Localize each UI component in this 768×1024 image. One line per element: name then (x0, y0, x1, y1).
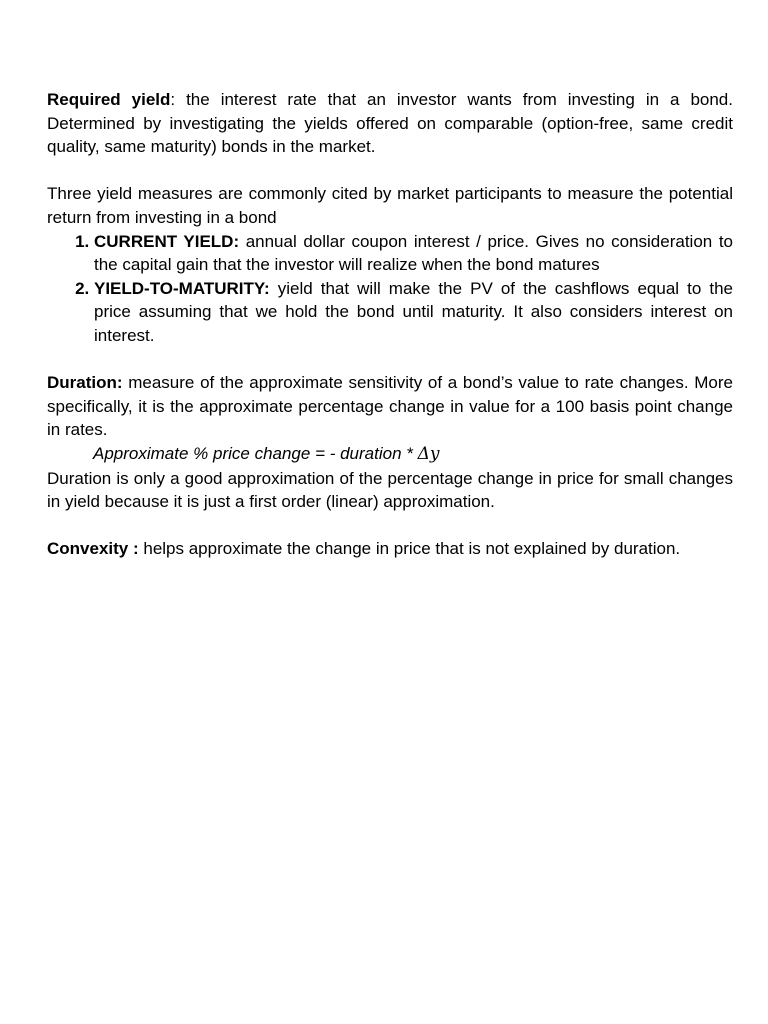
duration-note: Duration is only a good approximation of the percentage change in price for small changes in yield because it is just a first order (linear) approximation. (47, 468, 733, 512)
duration-term: Duration: (47, 373, 123, 393)
paragraph-gap (47, 348, 733, 372)
paragraph-gap (47, 159, 733, 183)
duration-formula (47, 442, 733, 467)
required-yield-term: Required yield (47, 90, 171, 109)
list-item-yield-to-maturity (94, 277, 733, 348)
document-page (47, 88, 733, 561)
yield-measures-intro: Three yield measures are commonly cited by market participants to measure the potential return from investing in a bond (47, 184, 733, 227)
delta-y-symbol: Δy (417, 443, 440, 464)
required-yield-definition: : the interest rate that an investor wants from investing in a bond. Determined by investigating the yields offered on comparable (option-free, same credit quality, same maturity) bonds in the market. (47, 90, 733, 157)
ytm-term: YIELD-TO-MATURITY: (94, 278, 270, 298)
paragraph-gap (47, 514, 733, 538)
duration-definition: measure of the approximate sensitivity of a bond’s value to rate changes. More specifically, it is the approximate percentage change in value for a 100 basis point change in rates. (47, 373, 733, 440)
current-yield-definition: annual dollar coupon interest / price. Gives no consideration to the capital gain that the investor will realize when the bond matures (94, 231, 733, 275)
ytm-definition: yield that will make the PV of the cashflows equal to the price assuming that we hold the bond until maturity. It also considers interest on interest. (94, 278, 733, 345)
list-item-current-yield (94, 230, 733, 277)
required-yield-paragraph (47, 88, 733, 159)
current-yield-term: CURRENT YIELD: (94, 231, 240, 251)
yield-measures-list (47, 230, 733, 348)
convexity-definition: helps approximate the change in price that is not explained by duration. (138, 539, 681, 559)
duration-formula-text: Approximate % price change = - duration * (93, 443, 418, 463)
convexity-term: Convexity : (47, 539, 139, 559)
convexity-paragraph (47, 537, 733, 561)
duration-paragraph (47, 371, 733, 442)
